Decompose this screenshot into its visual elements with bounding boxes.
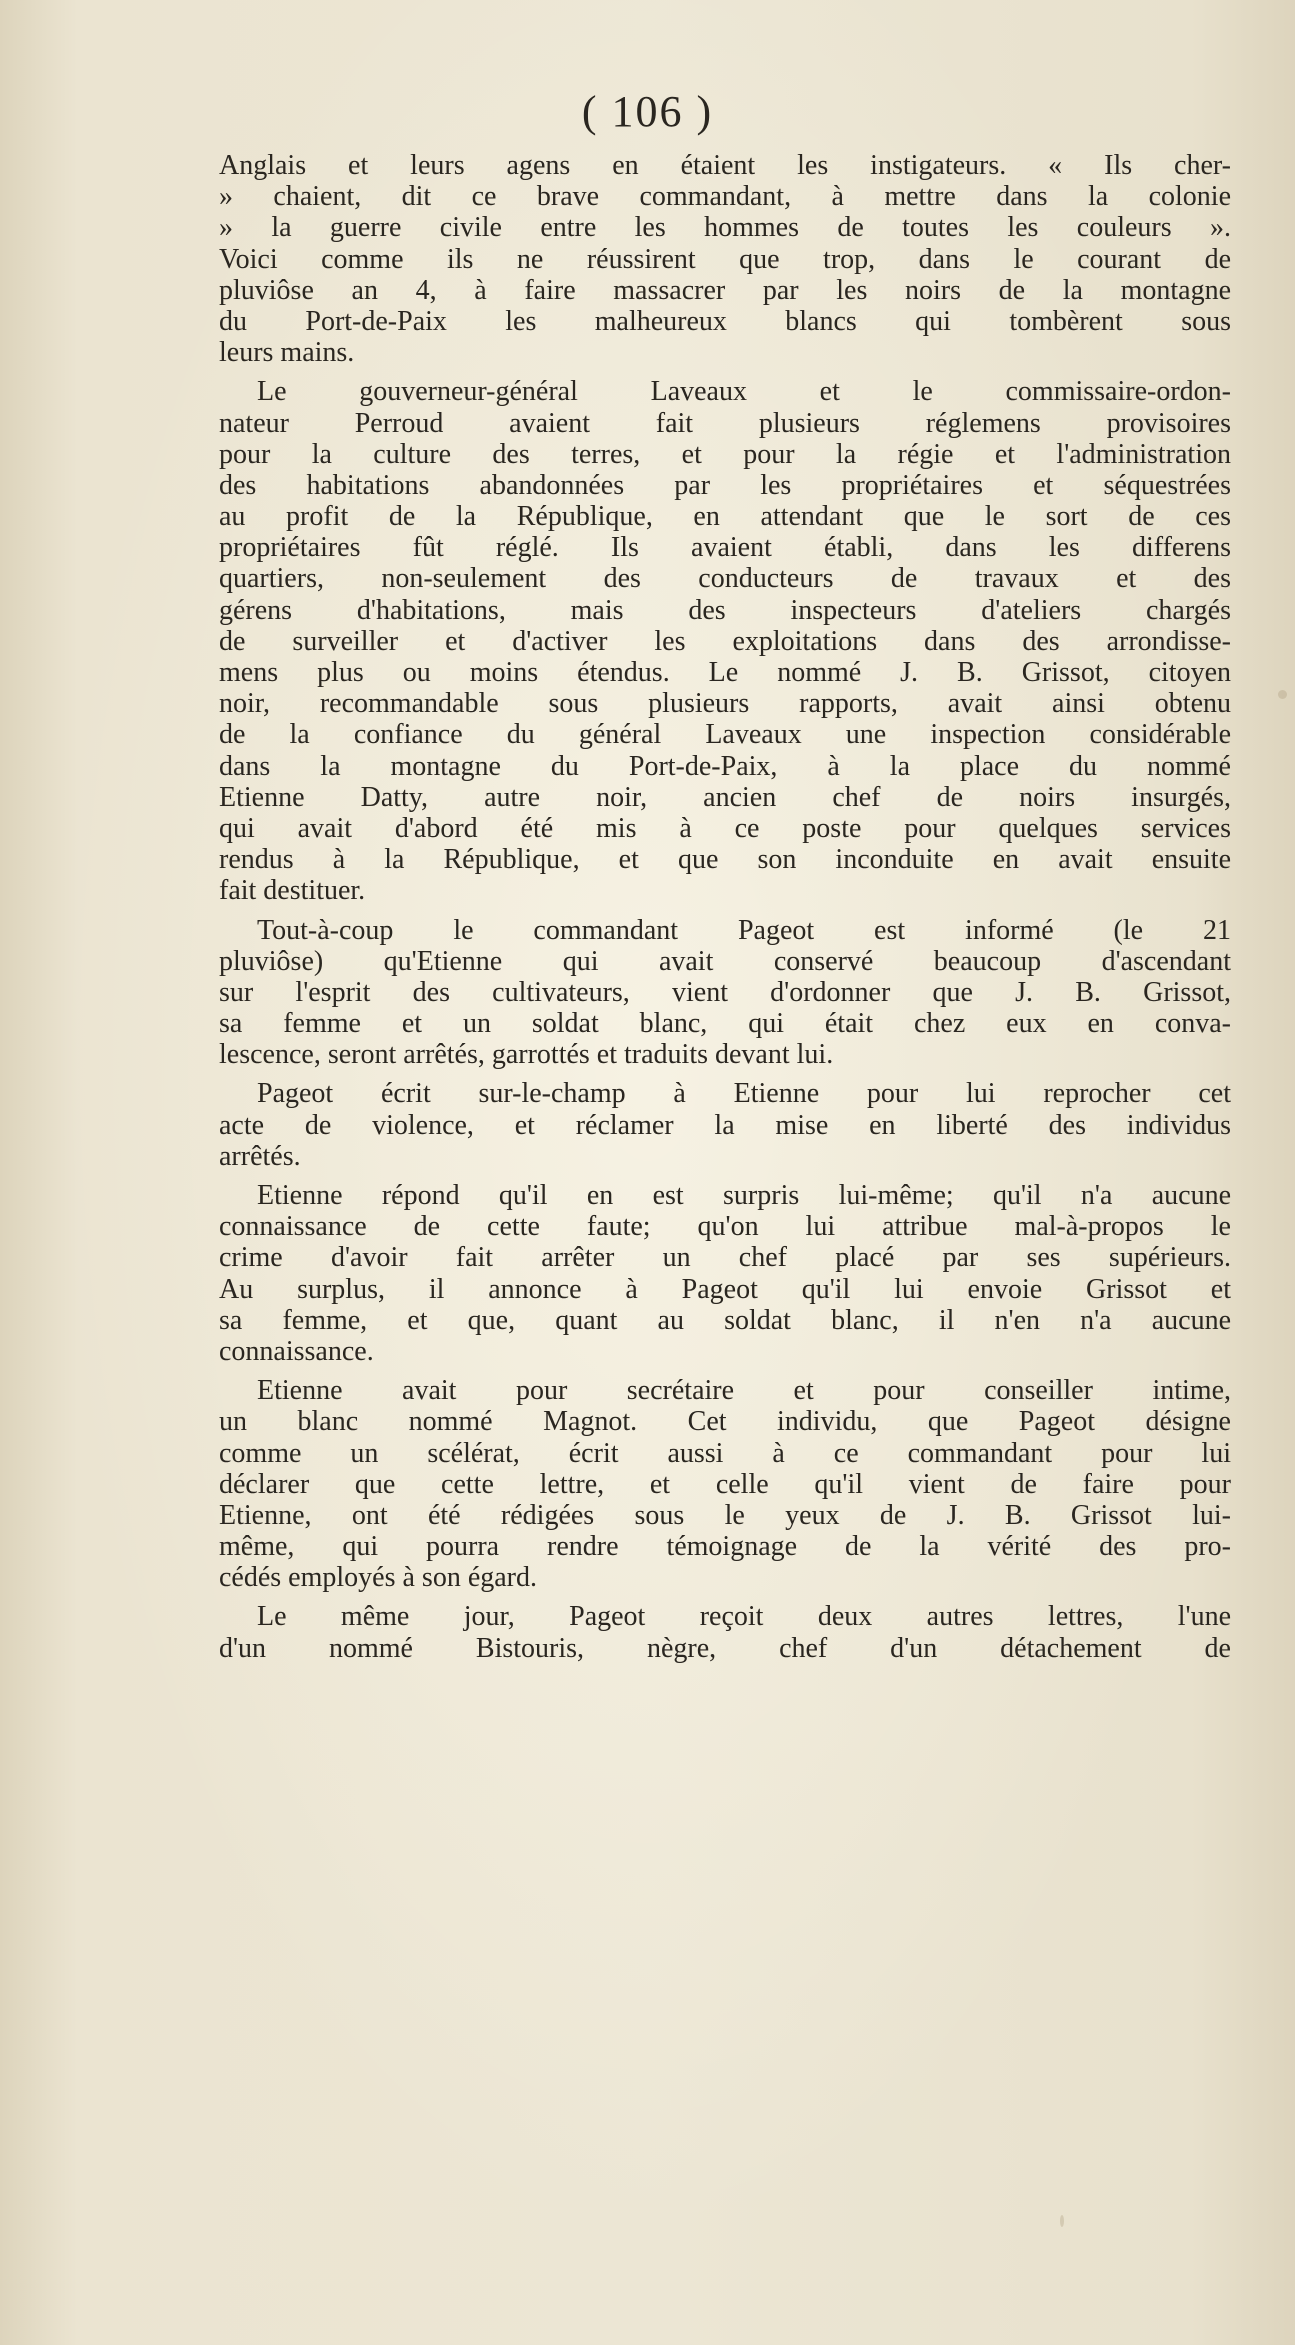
text-line: connaissance. — [219, 1335, 374, 1367]
paragraph — [219, 1375, 1231, 1593]
text-line: déclarer que cette lettre, et celle qu'il vient de faire pour — [219, 1468, 1231, 1500]
paragraph — [219, 915, 1231, 1071]
paper-stain — [1278, 690, 1287, 699]
text-line: de la confiance du général Laveaux une inspection considérable — [219, 719, 1231, 751]
text-line: mens plus ou moins étendus. Le nommé J. B. Grissot, citoyen — [219, 657, 1231, 688]
paragraph — [219, 1601, 1231, 1663]
text-line: du Port-de-Paix les malheureux blancs qui tombèrent sous — [219, 305, 1231, 337]
text-line: Etienne, ont été rédigées sous le yeux de J. B. Grissot lui- — [219, 1499, 1231, 1531]
text-line: pluviôse) qu'Etienne qui avait conservé beaucoup d'ascendant — [219, 945, 1231, 977]
paper-stain — [1060, 2215, 1064, 2227]
text-line: leurs mains. — [219, 337, 355, 369]
text-line: sa femme, et que, quant au soldat blanc, il n'en n'a aucune — [219, 1304, 1231, 1336]
text-line: comme un scélérat, écrit aussi à ce commandant pour lui — [219, 1437, 1231, 1469]
text-line: un blanc nommé Magnot. Cet individu, que Pageot désigne — [219, 1406, 1231, 1438]
text-line: Tout-à-coup le commandant Pageot est informé (le 21 — [257, 914, 1231, 946]
text-line: Etienne Datty, autre noir, ancien chef de noirs insurgés, — [219, 781, 1231, 813]
text-line: Etienne avait pour secrétaire et pour conseiller intime, — [257, 1375, 1231, 1407]
body-text — [219, 150, 1231, 1664]
text-line: Le même jour, Pageot reçoit deux autres lettres, l'une — [257, 1601, 1231, 1633]
text-line: gérens d'habitations, mais des inspecteurs d'ateliers chargés — [219, 594, 1231, 626]
text-line: pour la culture des terres, et pour la régie et l'administration — [219, 438, 1231, 470]
text-line: même, qui pourra rendre témoignage de la vérité des pro- — [219, 1531, 1231, 1563]
text-line: noir, recommandable sous plusieurs rapports, avait ainsi obtenu — [219, 688, 1231, 720]
text-line: Anglais et leurs agens en étaient les instigateurs. « Ils cher- — [219, 150, 1231, 181]
text-line: Le gouverneur-général Laveaux et le commissaire-ordon- — [257, 376, 1231, 408]
text-line: qui avait d'abord été mis à ce poste pour quelques services — [219, 812, 1231, 844]
text-line: » la guerre civile entre les hommes de toutes les couleurs ». — [219, 212, 1231, 244]
paragraph — [219, 376, 1231, 906]
paragraph — [219, 1078, 1231, 1172]
text-line: propriétaires fût réglé. Ils avaient établi, dans les differens — [219, 532, 1231, 564]
paragraph — [219, 1180, 1231, 1367]
text-line: cédés employés à son égard. — [219, 1562, 537, 1594]
text-line: nateur Perroud avaient fait plusieurs réglemens provisoires — [219, 407, 1231, 439]
text-line: dans la montagne du Port-de-Paix, à la place du nommé — [219, 750, 1231, 782]
text-line: arrêtés. — [219, 1140, 301, 1172]
text-line: crime d'avoir fait arrêter un chef placé par ses supérieurs. — [219, 1242, 1231, 1274]
text-line: Etienne répond qu'il en est surpris lui-même; qu'il n'a aucune — [257, 1180, 1231, 1211]
text-line: sur l'esprit des cultivateurs, vient d'ordonner que J. B. Grissot, — [219, 976, 1231, 1008]
paragraph — [219, 150, 1231, 368]
text-line: Voici comme ils ne réussirent que trop, dans le courant de — [219, 243, 1231, 275]
text-line: » chaient, dit ce brave commandant, à mettre dans la colonie — [219, 181, 1231, 213]
text-line: des habitations abandonnées par les propriétaires et séquestrées — [219, 469, 1231, 501]
text-line: pluviôse an 4, à faire massacrer par les noirs de la montagne — [219, 274, 1231, 306]
text-line: de surveiller et d'activer les exploitations dans des arrondisse- — [219, 625, 1231, 657]
text-line: Au surplus, il annonce à Pageot qu'il lui envoie Grissot et — [219, 1273, 1231, 1305]
text-line: quartiers, non-seulement des conducteurs de travaux et des — [219, 563, 1231, 595]
text-line: Pageot écrit sur-le-champ à Etienne pour lui reprocher cet — [257, 1078, 1231, 1110]
text-line: sa femme et un soldat blanc, qui était chez eux en conva- — [219, 1008, 1231, 1040]
text-line: d'un nommé Bistouris, nègre, chef d'un détachement de — [219, 1632, 1231, 1664]
text-line: lescence, seront arrêtés, garrottés et traduits devant lui. — [219, 1039, 834, 1071]
text-line: acte de violence, et réclamer la mise en liberté des individus — [219, 1109, 1231, 1141]
text-line: fait destituer. — [219, 875, 366, 907]
text-line: rendus à la République, et que son inconduite en avait ensuite — [219, 844, 1231, 876]
text-line: au profit de la République, en attendant que le sort de ces — [219, 501, 1231, 533]
page-number: ( 106 ) — [581, 87, 714, 136]
text-line: connaissance de cette faute; qu'on lui attribue mal-à-propos le — [219, 1211, 1231, 1243]
